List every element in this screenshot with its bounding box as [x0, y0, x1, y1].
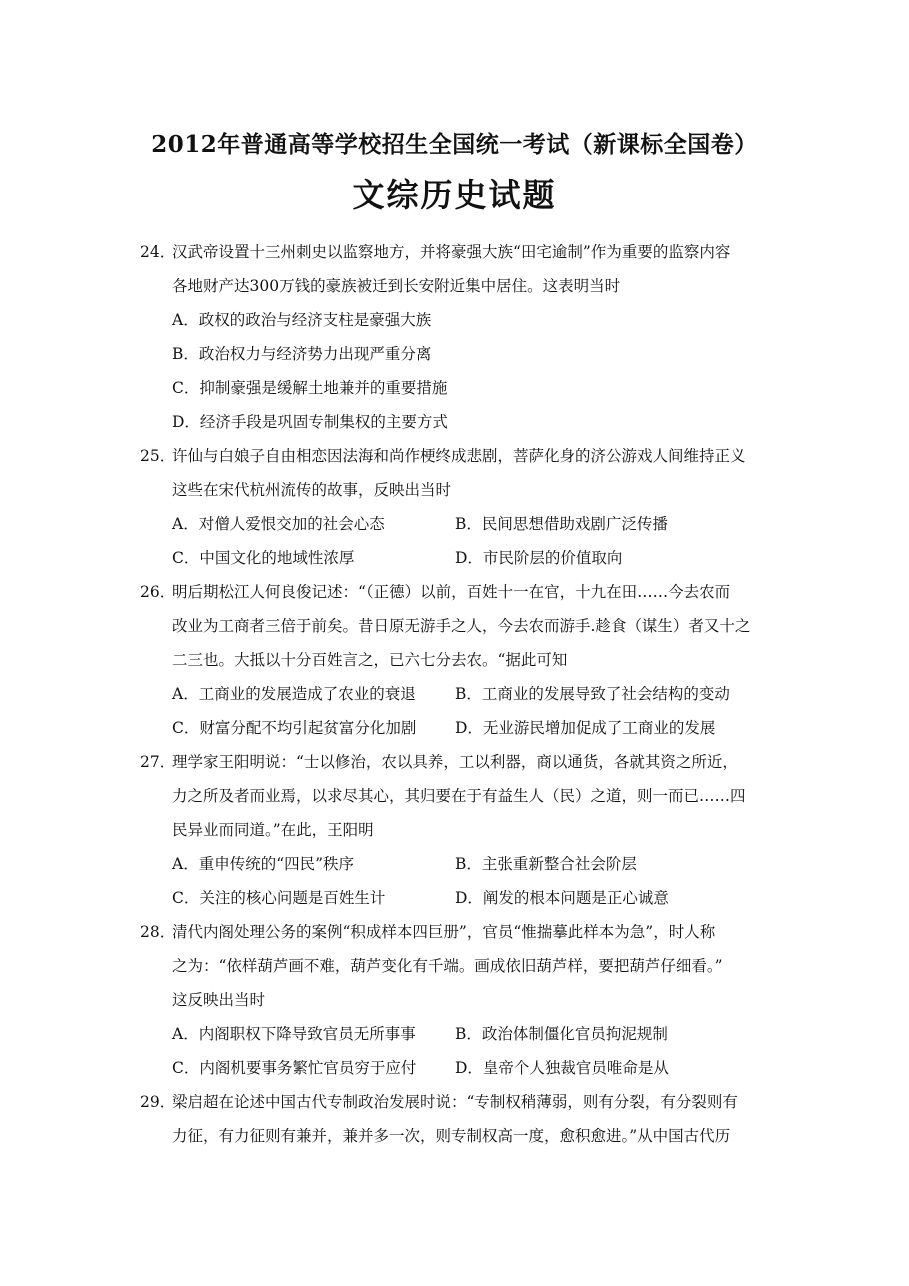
question-text: 二三也。大抵以十分百姓言之，已六七分去农。“据此可知 — [172, 651, 568, 669]
option-c: C．关注的核心问题是百姓生计 — [172, 889, 386, 907]
option-b: B．民间思想借助戏剧广泛传播 — [455, 515, 668, 533]
question-text: 各地财产达300万钱的豪族被迁到长安附近集中居住。这表明当时 — [172, 277, 621, 295]
page-title: 2012年普通高等学校招生全国统一考试（新课标全国卷） — [151, 131, 758, 158]
option-a: A．政权的政治与经济支柱是豪强大族 — [172, 311, 432, 329]
question-text: 之为：“依样葫芦画不难，葫芦变化有千端。画成依旧葫芦样，要把葫芦仔细看。” — [172, 957, 723, 975]
question-text: 改业为工商者三倍于前矣。昔日原无游手之人，今去农而游手.趁食（谋生）者又十之 — [172, 617, 751, 635]
question-text: 力之所及者而业焉，以求尽其心，其归要在于有益生人（民）之道，则一而已……四 — [172, 787, 746, 805]
option-a: A．工商业的发展造成了农业的衰退 — [172, 685, 416, 703]
option-b: B．主张重新整合社会阶层 — [455, 855, 637, 873]
question-number: 29． — [140, 1093, 176, 1111]
question-text: 民异业而同道。”在此，王阳明 — [172, 821, 374, 839]
option-d: D．市民阶层的价值取向 — [455, 549, 623, 567]
option-a: A．对僧人爱恨交加的社会心态 — [172, 515, 385, 533]
question-text: 许仙与白娘子自由相恋因法海和尚作梗终成悲剧，菩萨化身的济公游戏人间维持正义 — [172, 447, 746, 465]
question-number: 24． — [140, 243, 176, 261]
question-text: 这些在宋代杭州流传的故事，反映出当时 — [172, 481, 452, 499]
question-text: 梁启超在论述中国古代专制政治发展时说：“专制权稍薄弱，则有分裂，有分裂则有 — [172, 1093, 738, 1111]
question-number: 27． — [140, 753, 176, 771]
option-c: C．抑制豪强是缓解土地兼并的重要措施 — [172, 379, 448, 397]
question-number: 26． — [140, 583, 176, 601]
option-b: B．工商业的发展导致了社会结构的变动 — [455, 685, 730, 703]
page-subtitle: 文综历史试题 — [352, 176, 557, 214]
option-a: A．重申传统的“四民”秩序 — [172, 855, 355, 873]
option-d: D．经济手段是巩固专制集权的主要方式 — [172, 413, 448, 431]
option-c: C．内阁机要事务繁忙官员穷于应付 — [172, 1059, 417, 1077]
question-text: 明后期松江人何良俊记述：“（正德）以前，百姓十一在官，十九在田……今去农而 — [172, 583, 731, 601]
option-d: D．阐发的根本问题是正心诚意 — [455, 889, 669, 907]
question-text: 清代内阁处理公务的案例“积成样本四巨册”，官员“惟揣摹此样本为急”，时人称 — [172, 923, 716, 941]
option-d: D．皇帝个人独裁官员唯命是从 — [455, 1059, 669, 1077]
option-b: B．政治权力与经济势力出现严重分离 — [172, 345, 432, 363]
question-number: 25． — [140, 447, 176, 465]
question-text: 这反映出当时 — [172, 991, 266, 1009]
option-d: D．无业游民增加促成了工商业的发展 — [455, 719, 716, 737]
option-c: C．中国文化的地域性浓厚 — [172, 549, 355, 567]
option-b: B．政治体制僵化官员拘泥规制 — [455, 1025, 668, 1043]
question-text: 汉武帝设置十三州刺史以监察地方，并将豪强大族“田宅逾制”作为重要的监察内容 — [172, 243, 731, 261]
question-number: 28． — [140, 923, 176, 941]
option-c: C．财富分配不均引起贫富分化加剧 — [172, 719, 417, 737]
option-a: A．内阁职权下降导致官员无所事事 — [172, 1025, 416, 1043]
question-text: 力征，有力征则有兼并，兼并多一次，则专制权高一度，愈积愈进。”从中国古代历 — [172, 1127, 731, 1145]
question-text: 理学家王阳明说：“士以修治，农以具养，工以利器，商以通货，各就其资之所近， — [172, 753, 738, 771]
